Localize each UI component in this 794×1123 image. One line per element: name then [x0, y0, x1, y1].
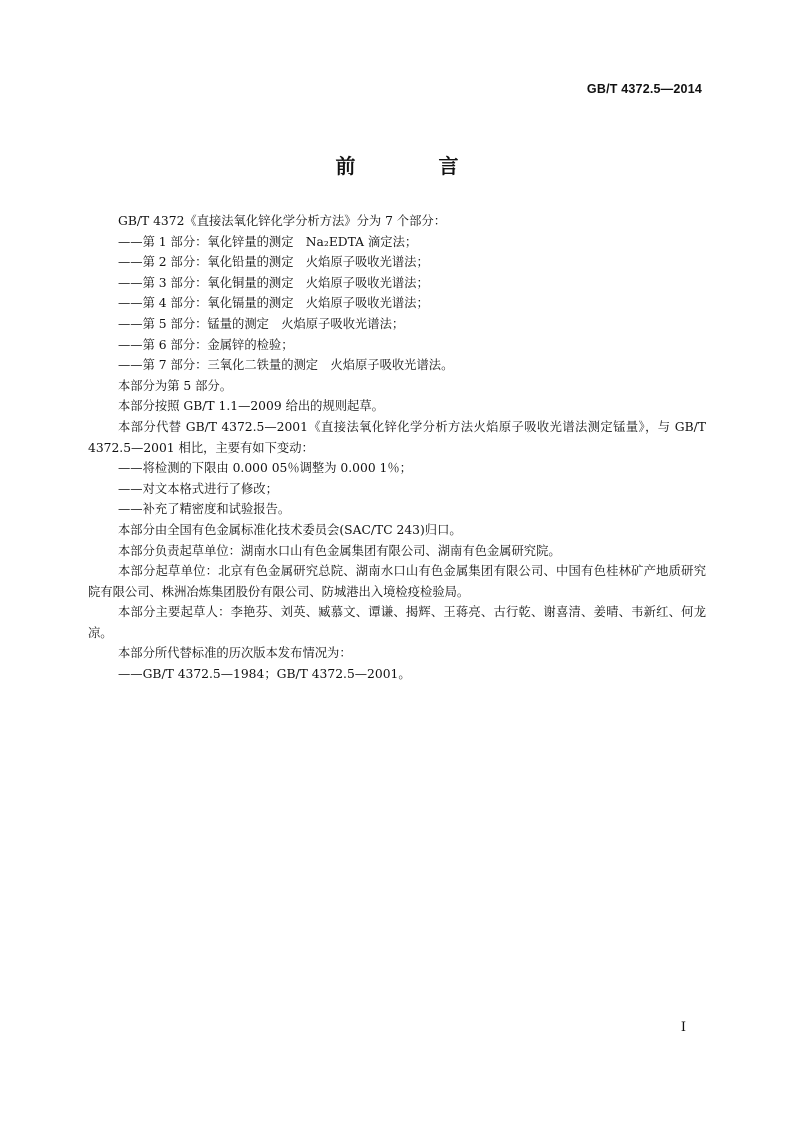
list-item-change-3: ——补充了精密度和试验报告。: [118, 502, 291, 517]
intro-paragraph: GB/T 4372《直接法氧化锌化学分析方法》分为 7 个部分：: [118, 214, 446, 228]
drafting-units: 本部分起草单位：北京有色金属研究总院、湖南水口山有色金属集团有限公司、中国有色桂林矿产地质研究院有限公司、株洲冶炼集团股份有限公司、防城港出入境检疫检验局。: [88, 564, 706, 599]
list-item-part-1: ——第 1 部分：氧化锌量的测定 Na₂EDTA 滴定法；: [118, 234, 418, 249]
page-number: Ⅰ: [680, 1020, 686, 1035]
list-item-history: ——GB/T 4372.5—1984；GB/T 4372.5—2001。: [118, 667, 411, 682]
standard-code: GB/T 4372.5—2014: [586, 82, 702, 96]
list-item-change-2: ——对文本格式进行了修改；: [118, 481, 278, 496]
list-item-part-7: ——第 7 部分：三氧化二铁量的测定 火焰原子吸收光谱法。: [118, 358, 454, 373]
list-item-part-3: ——第 3 部分：氧化铜量的测定 火焰原子吸收光谱法；: [118, 275, 429, 290]
part-statement: 本部分为第 5 部分。: [118, 378, 233, 393]
replacement-statement: 本部分代替 GB/T 4372.5—2001《直接法氧化锌化学分析方法火焰原子吸收光谱法测定锰量》，与 GB/T 4372.5—2001 相比，主要有如下变动：: [88, 419, 706, 455]
list-item-part-6: ——第 6 部分：金属锌的检验；: [118, 337, 294, 352]
page-title: 前 言: [335, 154, 497, 178]
foreword-body: [88, 211, 706, 685]
history-heading: 本部分所代替标准的历次版本发布情况为：: [118, 646, 352, 661]
list-item-part-5: ——第 5 部分：锰量的测定 火焰原子吸收光谱法；: [118, 316, 405, 331]
committee-statement: 本部分由全国有色金属标准化技术委员会(SAC/TC 243)归口。: [118, 522, 462, 537]
drafting-rules: 本部分按照 GB/T 1.1—2009 给出的规则起草。: [118, 399, 384, 414]
list-item-change-1: ——将检测的下限由 0.000 05％调整为 0.000 1％；: [118, 461, 412, 476]
responsible-units: 本部分负责起草单位：湖南水口山有色金属集团有限公司、湖南有色金属研究院。: [118, 543, 561, 558]
list-item-part-2: ——第 2 部分：氧化铅量的测定 火焰原子吸收光谱法；: [118, 255, 429, 270]
drafters: 本部分主要起草人：李艳芬、刘英、臧慕文、谭谦、揭辉、王蒋亮、古行乾、谢喜清、姜晴、韦新红、何龙凉。: [88, 605, 706, 640]
list-item-part-4: ——第 4 部分：氧化镉量的测定 火焰原子吸收光谱法；: [118, 296, 429, 311]
